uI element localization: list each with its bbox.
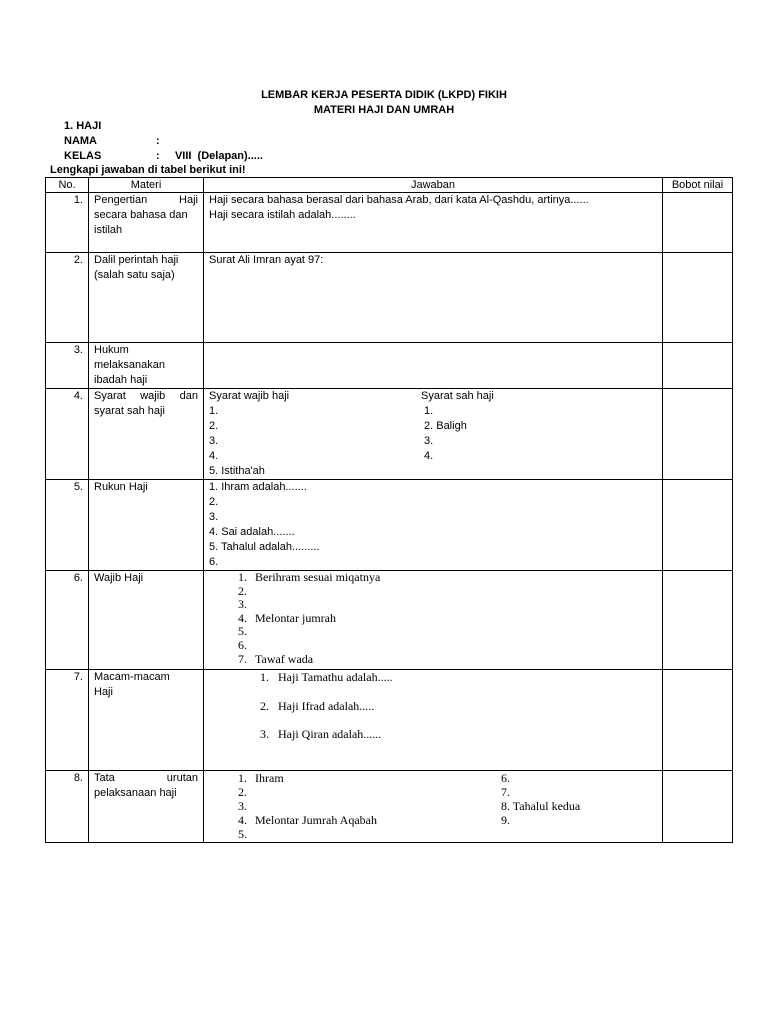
answer-line: 5. Tahalul adalah......... — [209, 541, 320, 553]
materi-line: pelaksanaan haji — [94, 787, 177, 799]
item-number: 1. — [260, 670, 269, 684]
answer-line: 2. — [209, 420, 219, 432]
item-number: 5. — [238, 827, 247, 841]
list-item — [209, 639, 657, 653]
list-item — [209, 699, 657, 727]
list-item — [209, 771, 657, 785]
item-number: 3. — [260, 727, 269, 741]
item-number: 1. — [238, 570, 247, 584]
list-item — [209, 571, 657, 585]
header-bobot: Bobot nilai — [663, 178, 733, 193]
answer-line: 6. — [501, 771, 510, 785]
table-row — [46, 571, 733, 670]
materi-cell — [89, 670, 204, 771]
section-heading: 1. HAJI — [64, 120, 102, 132]
materi-line: melaksanakan — [94, 359, 165, 371]
bobot-cell[interactable] — [663, 670, 733, 771]
kelas-value: : VIII (Delapan)..... — [156, 150, 263, 162]
worksheet-table — [45, 177, 733, 843]
list-item — [209, 653, 657, 667]
list-item — [209, 598, 657, 612]
answer-line: 9. — [501, 813, 510, 827]
header-materi: Materi — [89, 178, 204, 193]
header-jawaban: Jawaban — [204, 178, 663, 193]
answer-line: 1. — [424, 405, 434, 417]
answer-line: 4. Sai adalah....... — [209, 526, 295, 538]
materi-word: Tata — [94, 772, 115, 784]
row-number: 8. — [46, 771, 89, 843]
materi-word: Syarat — [94, 390, 126, 402]
answer-line: 6. — [209, 556, 219, 568]
jawaban-cell[interactable] — [204, 193, 663, 253]
answer-line: 1. — [209, 405, 219, 417]
answer-line: 1. Ihram adalah....... — [209, 481, 307, 493]
materi-line: Hukum — [94, 344, 129, 356]
worksheet-subtitle: MATERI HAJI DAN UMRAH — [313, 104, 455, 116]
item-number: 7. — [238, 651, 247, 666]
materi-cell — [89, 480, 204, 571]
item-text: Haji Ifrad adalah..... — [278, 699, 375, 713]
jawaban-cell[interactable] — [204, 389, 663, 480]
item-text: Ihram — [255, 771, 284, 785]
item-text: Melontar Jumrah Aqabah — [255, 813, 377, 827]
list-item — [209, 585, 657, 599]
answer-line: 3. — [209, 435, 219, 447]
table-row — [46, 670, 733, 771]
answer-line: 2. — [209, 496, 219, 508]
jawaban-cell[interactable] — [204, 480, 663, 571]
nama-colon: : — [156, 135, 160, 147]
materi-line: syarat sah haji — [94, 405, 165, 417]
materi-line: (salah satu saja) — [94, 269, 175, 281]
item-text: Berihram sesuai miqatnya — [255, 570, 381, 584]
jawaban-cell[interactable] — [204, 670, 663, 771]
item-number: 3. — [238, 597, 247, 612]
materi-cell — [89, 571, 204, 670]
jawaban-cell[interactable] — [204, 571, 663, 670]
list-item — [209, 612, 657, 626]
answer-line: Surat Ali Imran ayat 97: — [209, 254, 324, 266]
row-number: 7. — [46, 670, 89, 771]
materi-line: secara bahasa dan — [94, 209, 188, 221]
bobot-cell[interactable] — [663, 193, 733, 253]
list-item — [209, 813, 657, 827]
list-item — [209, 625, 657, 639]
materi-cell — [89, 389, 204, 480]
materi-cell — [89, 193, 204, 253]
nama-label: NAMA — [64, 135, 97, 147]
item-number: 6. — [238, 637, 247, 652]
materi-cell — [89, 343, 204, 389]
list-item — [209, 785, 657, 799]
materi-line: Rukun Haji — [94, 481, 148, 493]
table-row — [46, 480, 733, 571]
syarat-wajib-heading: Syarat wajib haji — [209, 390, 290, 402]
item-text: Haji Tamathu adalah..... — [278, 670, 393, 684]
bobot-cell[interactable] — [663, 771, 733, 843]
item-text: Tawaf wada — [255, 651, 314, 666]
bobot-cell[interactable] — [663, 480, 733, 571]
jawaban-cell[interactable] — [204, 771, 663, 843]
list-item — [209, 670, 657, 699]
item-number: 2. — [238, 583, 247, 598]
row-number: 3. — [46, 343, 89, 389]
materi-word: urutan — [166, 772, 198, 784]
jawaban-cell[interactable] — [204, 343, 663, 389]
item-number: 5. — [238, 624, 247, 639]
item-text: Haji Qiran adalah...... — [278, 727, 382, 741]
list-item — [209, 799, 657, 813]
materi-line: Macam-macam — [94, 671, 170, 683]
item-number: 2. — [260, 699, 269, 713]
row-number: 1. — [46, 193, 89, 253]
materi-cell — [89, 253, 204, 343]
row-number: 5. — [46, 480, 89, 571]
list-item — [209, 727, 657, 742]
row-number: 4. — [46, 389, 89, 480]
materi-word: wajib — [140, 390, 166, 402]
materi-cell — [89, 771, 204, 843]
materi-line: Dalil perintah haji — [94, 254, 179, 266]
table-row — [46, 771, 733, 843]
syarat-sah-heading: Syarat sah haji — [421, 390, 494, 402]
urutan-right-column — [455, 771, 580, 827]
item-number: 4. — [238, 610, 247, 625]
syarat-sah-column — [421, 389, 494, 464]
bobot-cell[interactable] — [663, 389, 733, 480]
instruction: Lengkapi jawaban di tabel berikut ini! — [50, 164, 246, 176]
answer-line: 5. Istitha'ah — [209, 465, 265, 477]
bobot-cell[interactable] — [663, 571, 733, 670]
answer-line: 2. Baligh — [424, 420, 467, 432]
answer-line: 8. Tahalul kedua — [501, 799, 581, 813]
list-item — [209, 827, 657, 841]
item-text: Melontar jumrah — [255, 610, 336, 625]
table-row — [46, 343, 733, 389]
row-number: 2. — [46, 253, 89, 343]
jawaban-cell[interactable] — [204, 253, 663, 343]
materi-word: Pengertian — [94, 194, 148, 206]
table-header-row — [46, 178, 733, 193]
answer-line: 4. — [209, 450, 219, 462]
materi-line: istilah — [94, 224, 123, 236]
item-number: 3. — [238, 799, 247, 813]
bobot-cell[interactable] — [663, 343, 733, 389]
answer-line: Haji secara bahasa berasal dari bahasa Arab, dari kata Al-Qashdu, artinya...... — [209, 194, 589, 206]
table-row — [46, 389, 733, 480]
bobot-cell[interactable] — [663, 253, 733, 343]
worksheet-title: LEMBAR KERJA PESERTA DIDIK (LKPD) FIKIH — [261, 89, 507, 101]
materi-word: Haji — [179, 194, 198, 206]
materi-line: Haji — [94, 686, 113, 698]
answer-line: 4. — [424, 450, 434, 462]
answer-line: 7. — [501, 785, 510, 799]
answer-line: 3. — [209, 511, 219, 523]
table-row — [46, 253, 733, 343]
item-number: 1. — [238, 771, 247, 785]
kelas-label: KELAS — [64, 150, 102, 162]
answer-line: 3. — [424, 435, 434, 447]
row-number: 6. — [46, 571, 89, 670]
materi-line: Wajib Haji — [94, 572, 144, 584]
item-number: 4. — [238, 813, 247, 827]
table-row — [46, 193, 733, 253]
materi-word: dan — [179, 390, 199, 402]
answer-line: Haji secara istilah adalah........ — [209, 209, 356, 221]
materi-line: ibadah haji — [94, 374, 148, 386]
item-number: 2. — [238, 785, 247, 799]
header-no: No. — [46, 178, 89, 193]
